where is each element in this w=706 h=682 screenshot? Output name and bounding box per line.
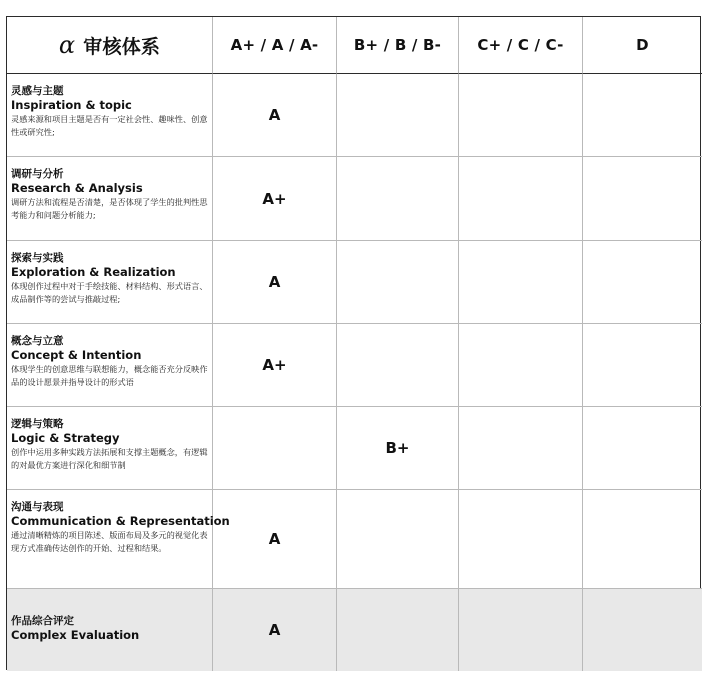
grade-cell (459, 74, 583, 157)
grade-header-b: B+ / B / B- (337, 17, 459, 74)
criterion-cn: 探索与实践 (11, 252, 64, 264)
criterion-desc: 调研方法和流程是否清楚，是否体现了学生的批判性思考能力和问题分析能力; (11, 197, 208, 220)
table-title-text: 审核体系 (83, 35, 161, 58)
grade-cell (583, 157, 702, 241)
grade-cell: A (213, 490, 337, 589)
criterion-en: Complex Evaluation (11, 628, 140, 642)
grade-cell: B+ (337, 407, 459, 490)
grade-cell (337, 324, 459, 407)
grade-cell (337, 74, 459, 157)
grade-cell (583, 74, 702, 157)
criterion-research (7, 157, 213, 241)
criterion-en: Inspiration & topic (11, 98, 132, 112)
grade-cell (583, 589, 702, 671)
criterion-cn: 调研与分析 (11, 168, 64, 180)
grade-cell (459, 324, 583, 407)
criterion-en: Research & Analysis (11, 181, 143, 195)
grade-cell (583, 324, 702, 407)
grade-cell (583, 490, 702, 589)
grade-cell: A (213, 74, 337, 157)
criterion-en: Exploration & Realization (11, 265, 176, 279)
grade-cell (337, 589, 459, 671)
grade-cell (459, 589, 583, 671)
grade-cell (459, 157, 583, 241)
grade-cell: A+ (213, 324, 337, 407)
criterion-cn: 概念与立意 (11, 335, 64, 347)
criterion-cn: 沟通与表现 (11, 501, 64, 513)
grade-cell (459, 490, 583, 589)
grade-cell (337, 241, 459, 324)
criterion-desc: 通过清晰精炼的项目陈述、版面布局及多元的视觉化表现方式准确传达创作的开始、过程和结果。 (11, 530, 208, 553)
criterion-en: Concept & Intention (11, 348, 142, 362)
criterion-en: Logic & Strategy (11, 431, 120, 445)
grade-cell: A (213, 241, 337, 324)
grade-header-c: C+ / C / C- (459, 17, 583, 74)
grade-header-d: D (583, 17, 702, 74)
criterion-desc: 灵感来源和项目主题是否有一定社会性、趣味性、创意性或研究性; (11, 114, 208, 137)
criterion-exploration (7, 241, 213, 324)
criterion-cn: 逻辑与策略 (11, 418, 64, 430)
table-title (7, 17, 213, 74)
grade-cell (583, 407, 702, 490)
criterion-desc: 创作中运用多种实践方法拓展和支撑主题概念，有逻辑的对最优方案进行深化和细节制 (11, 447, 208, 470)
criterion-en: Communication & Representation (11, 514, 230, 528)
grade-header-a: A+ / A / A- (213, 17, 337, 74)
criterion-complex-evaluation (7, 589, 213, 671)
grade-cell (213, 407, 337, 490)
criterion-inspiration (7, 74, 213, 157)
criterion-cn: 灵感与主题 (11, 85, 64, 97)
criterion-concept (7, 324, 213, 407)
alpha-symbol: α (58, 31, 76, 59)
grade-cell (337, 157, 459, 241)
grade-cell (583, 241, 702, 324)
grade-cell (459, 241, 583, 324)
criterion-communication (7, 490, 230, 589)
assessment-table (6, 16, 701, 670)
grade-cell: A+ (213, 157, 337, 241)
grade-cell (337, 490, 459, 589)
grade-cell (459, 407, 583, 490)
criterion-logic (7, 407, 213, 490)
criterion-cn: 作品综合评定 (11, 615, 74, 627)
grade-cell: A (213, 589, 337, 671)
criterion-desc: 体现创作过程中对于手绘技能、材料结构、形式语言、成品制作等的尝试与推敲过程; (11, 281, 208, 304)
criterion-desc: 体现学生的创意思维与联想能力，概念能否充分反映作品的设计愿景并指导设计的形式语 (11, 364, 208, 387)
